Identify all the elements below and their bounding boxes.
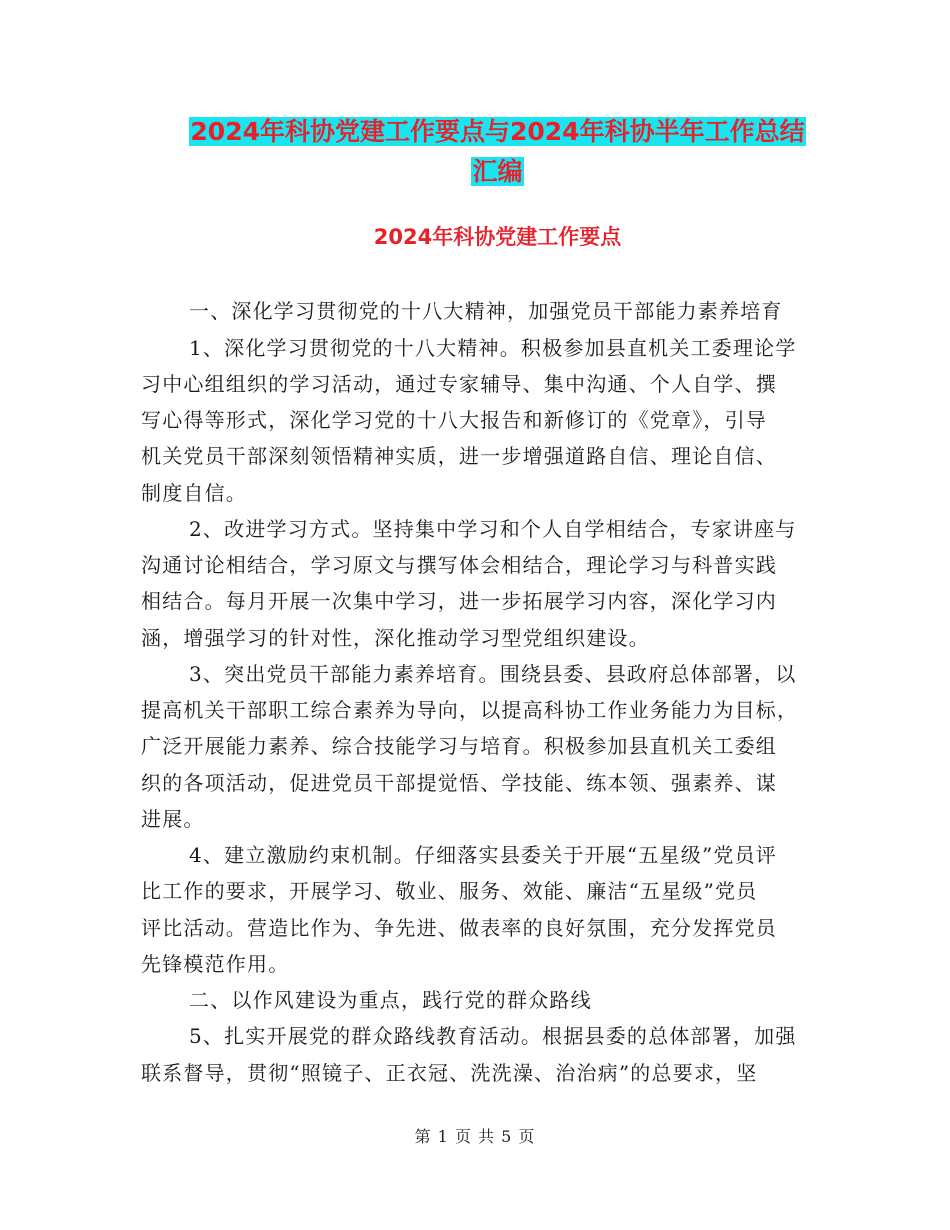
heading-line: 二、以作风建设为重点，践行党的群众路线 bbox=[189, 988, 592, 1012]
document-title-line-2 bbox=[140, 151, 855, 193]
paragraph-line: 4、建立激励约束机制。仔细落实县委关于开展“五星级”党员评 bbox=[189, 843, 777, 867]
section-title: 2024年科协党建工作要点 bbox=[373, 225, 622, 249]
document-title-line-1 bbox=[140, 111, 855, 153]
heading-line: 一、深化学习贯彻党的十八大精神，加强党员干部能力素养培育 bbox=[189, 299, 783, 323]
paragraph-line: 沟通讨论相结合，学习原文与撰写体会相结合，理论学习与科普实践 bbox=[141, 553, 777, 577]
paragraph-line: 5、扎实开展党的群众路线教育活动。根据县委的总体部署，加强 bbox=[189, 1024, 797, 1048]
title-highlight: 2024年科协党建工作要点与2024年科协半年工作总结 bbox=[190, 117, 805, 146]
paragraph-line: 织的各项活动，促进党员干部提觉悟、学技能、练本领、强素养、谋 bbox=[141, 771, 777, 795]
paragraph-line: 联系督导，贯彻“照镜子、正衣冠、洗洗澡、治治病”的总要求，坚 bbox=[141, 1061, 758, 1085]
paragraph-line: 3、突出党员干部能力素养培育。围绕县委、县政府总体部署，以 bbox=[189, 662, 797, 686]
paragraph-line: 制度自信。 bbox=[141, 481, 247, 505]
page-number-footer: 第 1 页 共 5 页 bbox=[414, 1127, 536, 1146]
paragraph-line: 进展。 bbox=[141, 807, 205, 831]
paragraph-line: 相结合。每月开展一次集中学习，进一步拓展学习内容，深化学习内 bbox=[141, 589, 777, 613]
paragraph-line: 提高机关干部职工综合素养为导向，以提高科协工作业务能力为目标， bbox=[141, 698, 799, 722]
paragraph-line: 广泛开展能力素养、综合技能学习与培育。积极参加县直机关工委组 bbox=[141, 734, 777, 758]
paragraph-line: 机关党员干部深刻领悟精神实质，进一步增强道路自信、理论自信、 bbox=[141, 444, 777, 468]
paragraph-line: 习中心组组织的学习活动，通过专家辅导、集中沟通、个人自学、撰 bbox=[141, 372, 777, 396]
paragraph-line: 1、深化学习贯彻党的十八大精神。积极参加县直机关工委理论学 bbox=[189, 336, 797, 360]
paragraph-line: 比工作的要求，开展学习、敬业、服务、效能、廉洁“五星级”党员 bbox=[141, 879, 758, 903]
paragraph-line: 评比活动。营造比作为、争先进、做表率的良好氛围，充分发挥党员 bbox=[141, 916, 777, 940]
paragraph-line: 先锋模范作用。 bbox=[141, 952, 290, 976]
paragraph-line: 2、改进学习方式。坚持集中学习和个人自学相结合，专家讲座与 bbox=[189, 517, 797, 541]
paragraph-line: 写心得等形式，深化学习党的十八大报告和新修订的《党章》，引导 bbox=[141, 408, 767, 432]
paragraph-line: 涵，增强学习的针对性，深化推动学习型党组织建设。 bbox=[141, 626, 650, 650]
title-highlight: 汇编 bbox=[472, 157, 523, 186]
